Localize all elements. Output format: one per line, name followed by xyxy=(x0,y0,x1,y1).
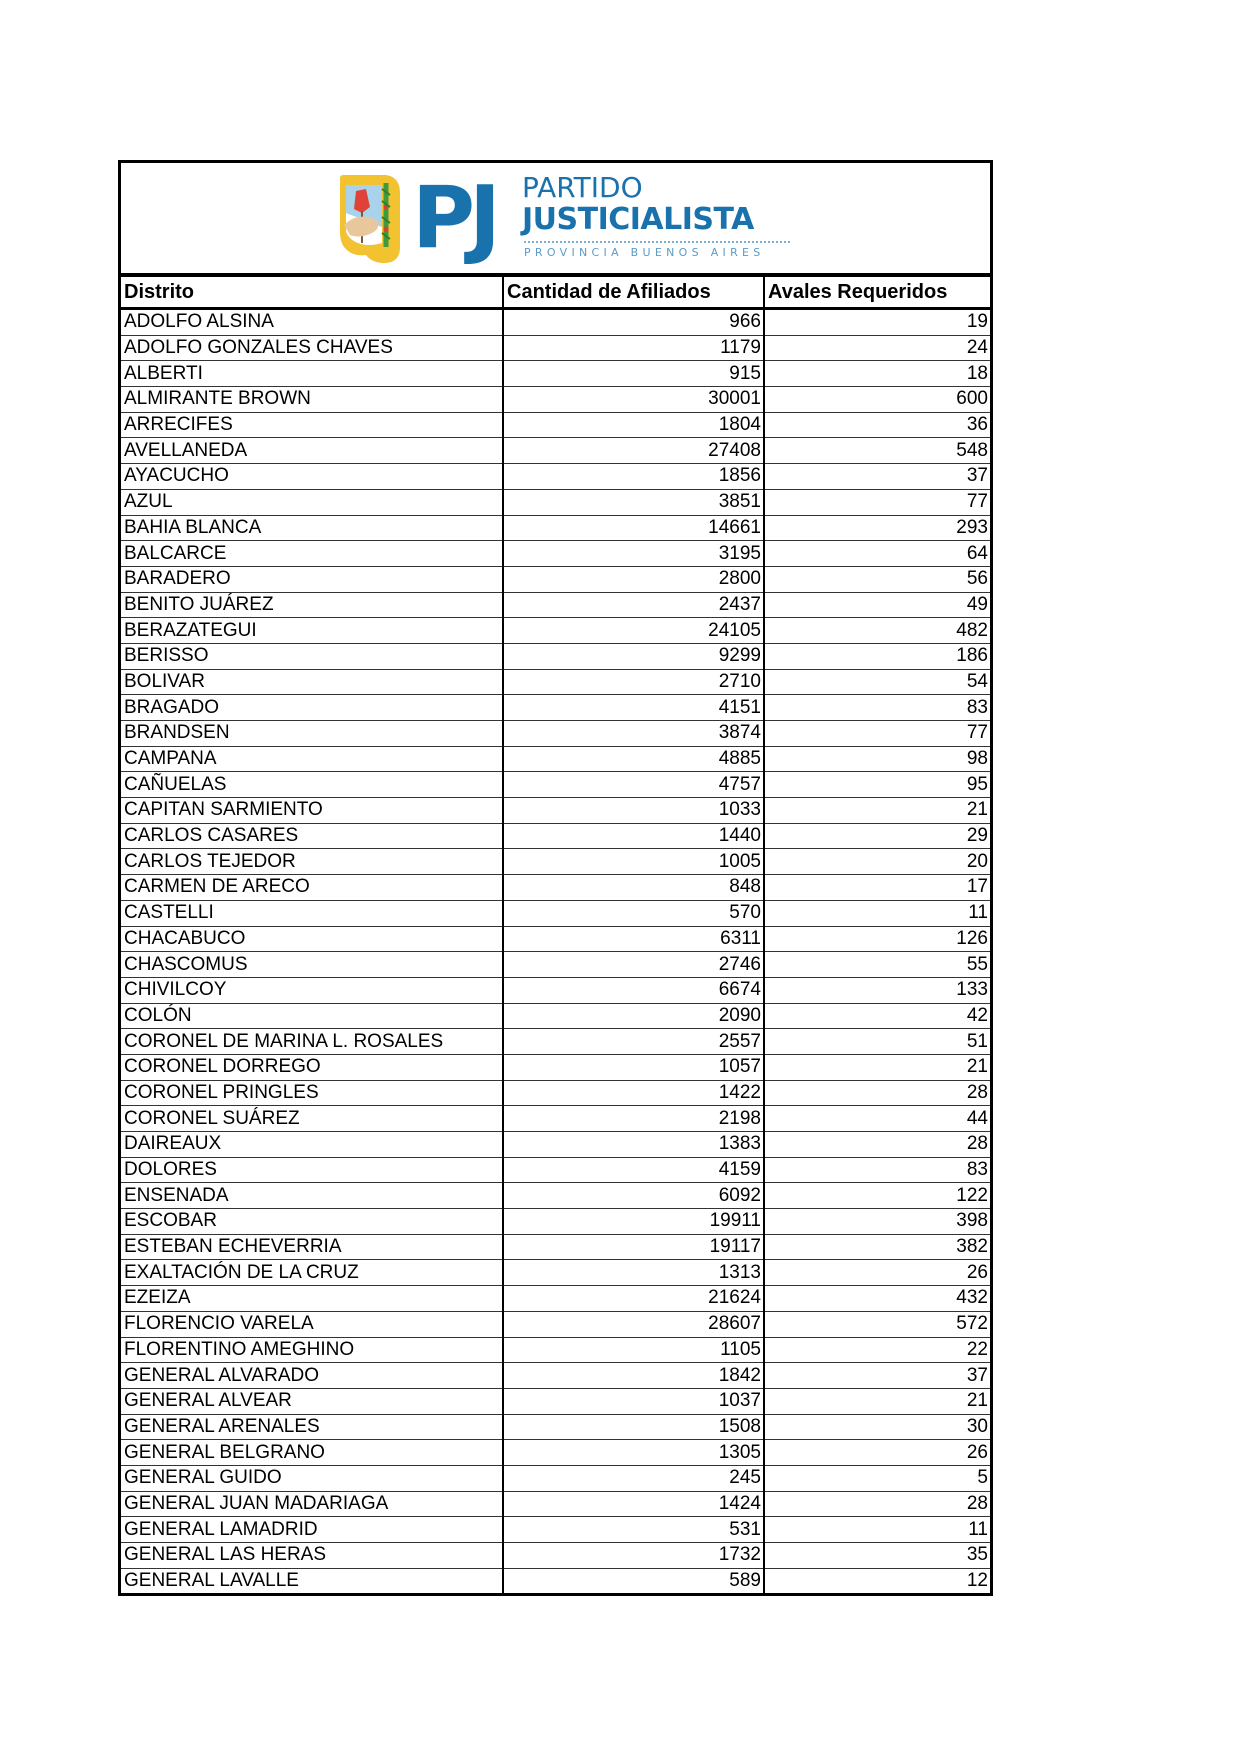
cell-distrito: ALBERTI xyxy=(121,361,503,387)
cell-distrito: DAIREAUX xyxy=(121,1132,503,1158)
logo-provincia-text: PROVINCIA BUENOS AIRES xyxy=(524,246,765,259)
cell-avales-requeridos: 64 xyxy=(764,541,990,567)
table-row xyxy=(121,746,990,772)
cell-avales-requeridos: 18 xyxy=(764,361,990,387)
cell-distrito: GENERAL ALVARADO xyxy=(121,1363,503,1389)
cell-distrito: BERISSO xyxy=(121,643,503,669)
cell-distrito: DOLORES xyxy=(121,1157,503,1183)
cell-cantidad-afiliados: 21624 xyxy=(503,1286,764,1312)
cell-distrito: ADOLFO GONZALES CHAVES xyxy=(121,335,503,361)
cell-avales-requeridos: 19 xyxy=(764,309,990,336)
cell-distrito: AZUL xyxy=(121,489,503,515)
table-row xyxy=(121,643,990,669)
cell-cantidad-afiliados: 24105 xyxy=(503,618,764,644)
cell-cantidad-afiliados: 1033 xyxy=(503,798,764,824)
cell-cantidad-afiliados: 2800 xyxy=(503,566,764,592)
cell-cantidad-afiliados: 4885 xyxy=(503,746,764,772)
cell-distrito: GENERAL LAMADRID xyxy=(121,1517,503,1543)
cell-cantidad-afiliados: 19117 xyxy=(503,1234,764,1260)
table-row xyxy=(121,1465,990,1491)
pj-shield-emblem-icon xyxy=(338,173,402,265)
cell-cantidad-afiliados: 1856 xyxy=(503,464,764,490)
cell-avales-requeridos: 21 xyxy=(764,1054,990,1080)
cell-distrito: GENERAL GUIDO xyxy=(121,1465,503,1491)
logo-justicialista-text: JUSTICIALISTA xyxy=(522,202,754,237)
cell-avales-requeridos: 28 xyxy=(764,1080,990,1106)
cell-distrito: GENERAL BELGRANO xyxy=(121,1440,503,1466)
cell-cantidad-afiliados: 3195 xyxy=(503,541,764,567)
table-row xyxy=(121,1363,990,1389)
cell-distrito: EXALTACIÓN DE LA CRUZ xyxy=(121,1260,503,1286)
cell-cantidad-afiliados: 1005 xyxy=(503,849,764,875)
cell-cantidad-afiliados: 1440 xyxy=(503,823,764,849)
cell-distrito: GENERAL ARENALES xyxy=(121,1414,503,1440)
cell-avales-requeridos: 28 xyxy=(764,1491,990,1517)
cell-cantidad-afiliados: 1732 xyxy=(503,1543,764,1569)
pj-initials: PJ xyxy=(412,168,496,268)
cell-avales-requeridos: 26 xyxy=(764,1260,990,1286)
cell-avales-requeridos: 37 xyxy=(764,1363,990,1389)
cell-distrito: ESTEBAN ECHEVERRIA xyxy=(121,1234,503,1260)
table-row xyxy=(121,695,990,721)
afiliados-table xyxy=(121,277,990,1593)
table-row xyxy=(121,566,990,592)
cell-distrito: CARLOS CASARES xyxy=(121,823,503,849)
cell-distrito: BRANDSEN xyxy=(121,721,503,747)
cell-avales-requeridos: 55 xyxy=(764,952,990,978)
table-row xyxy=(121,1080,990,1106)
cell-distrito: ADOLFO ALSINA xyxy=(121,309,503,336)
cell-cantidad-afiliados: 1179 xyxy=(503,335,764,361)
cell-avales-requeridos: 42 xyxy=(764,1003,990,1029)
table-row xyxy=(121,541,990,567)
cell-distrito: CORONEL DORREGO xyxy=(121,1054,503,1080)
cell-distrito: AYACUCHO xyxy=(121,464,503,490)
table-header-row xyxy=(121,277,990,309)
cell-distrito: GENERAL LAS HERAS xyxy=(121,1543,503,1569)
cell-cantidad-afiliados: 1842 xyxy=(503,1363,764,1389)
table-row xyxy=(121,1029,990,1055)
cell-avales-requeridos: 51 xyxy=(764,1029,990,1055)
cell-avales-requeridos: 11 xyxy=(764,1517,990,1543)
header-avales-requeridos: Avales Requeridos xyxy=(764,277,990,309)
table-row xyxy=(121,1311,990,1337)
table-row xyxy=(121,464,990,490)
table-row xyxy=(121,798,990,824)
logo-header xyxy=(121,163,990,277)
table-row xyxy=(121,1260,990,1286)
cell-avales-requeridos: 49 xyxy=(764,592,990,618)
cell-cantidad-afiliados: 1804 xyxy=(503,412,764,438)
table-row xyxy=(121,952,990,978)
cell-cantidad-afiliados: 4159 xyxy=(503,1157,764,1183)
cell-distrito: FLORENTINO AMEGHINO xyxy=(121,1337,503,1363)
cell-avales-requeridos: 30 xyxy=(764,1414,990,1440)
cell-distrito: BOLIVAR xyxy=(121,669,503,695)
cell-cantidad-afiliados: 1105 xyxy=(503,1337,764,1363)
cell-cantidad-afiliados: 4151 xyxy=(503,695,764,721)
cell-cantidad-afiliados: 1305 xyxy=(503,1440,764,1466)
cell-avales-requeridos: 186 xyxy=(764,643,990,669)
cell-cantidad-afiliados: 30001 xyxy=(503,387,764,413)
cell-avales-requeridos: 548 xyxy=(764,438,990,464)
cell-avales-requeridos: 482 xyxy=(764,618,990,644)
cell-distrito: ESCOBAR xyxy=(121,1209,503,1235)
cell-avales-requeridos: 133 xyxy=(764,977,990,1003)
cell-cantidad-afiliados: 6092 xyxy=(503,1183,764,1209)
cell-distrito: CHACABUCO xyxy=(121,926,503,952)
cell-distrito: CHASCOMUS xyxy=(121,952,503,978)
cell-distrito: ENSENADA xyxy=(121,1183,503,1209)
cell-cantidad-afiliados: 9299 xyxy=(503,643,764,669)
cell-avales-requeridos: 293 xyxy=(764,515,990,541)
cell-avales-requeridos: 26 xyxy=(764,1440,990,1466)
table-row xyxy=(121,823,990,849)
cell-distrito: CHIVILCOY xyxy=(121,977,503,1003)
cell-avales-requeridos: 21 xyxy=(764,1388,990,1414)
cell-cantidad-afiliados: 1422 xyxy=(503,1080,764,1106)
cell-distrito: CORONEL DE MARINA L. ROSALES xyxy=(121,1029,503,1055)
afiliados-sheet xyxy=(118,160,993,1596)
cell-cantidad-afiliados: 1424 xyxy=(503,1491,764,1517)
cell-distrito: BENITO JUÁREZ xyxy=(121,592,503,618)
table-row xyxy=(121,900,990,926)
cell-distrito: CORONEL PRINGLES xyxy=(121,1080,503,1106)
cell-avales-requeridos: 44 xyxy=(764,1106,990,1132)
cell-cantidad-afiliados: 6674 xyxy=(503,977,764,1003)
cell-avales-requeridos: 572 xyxy=(764,1311,990,1337)
table-row xyxy=(121,721,990,747)
cell-avales-requeridos: 77 xyxy=(764,721,990,747)
table-row xyxy=(121,1568,990,1593)
cell-avales-requeridos: 95 xyxy=(764,772,990,798)
cell-distrito: ALMIRANTE BROWN xyxy=(121,387,503,413)
cell-avales-requeridos: 77 xyxy=(764,489,990,515)
cell-distrito: FLORENCIO VARELA xyxy=(121,1311,503,1337)
table-row xyxy=(121,515,990,541)
cell-cantidad-afiliados: 848 xyxy=(503,875,764,901)
cell-avales-requeridos: 5 xyxy=(764,1465,990,1491)
cell-cantidad-afiliados: 14661 xyxy=(503,515,764,541)
table-row xyxy=(121,1491,990,1517)
table-row xyxy=(121,412,990,438)
table-row xyxy=(121,592,990,618)
table-row xyxy=(121,1209,990,1235)
cell-avales-requeridos: 122 xyxy=(764,1183,990,1209)
cell-avales-requeridos: 35 xyxy=(764,1543,990,1569)
cell-distrito: GENERAL ALVEAR xyxy=(121,1388,503,1414)
cell-cantidad-afiliados: 4757 xyxy=(503,772,764,798)
table-row xyxy=(121,926,990,952)
cell-avales-requeridos: 22 xyxy=(764,1337,990,1363)
table-row xyxy=(121,849,990,875)
cell-cantidad-afiliados: 570 xyxy=(503,900,764,926)
cell-avales-requeridos: 54 xyxy=(764,669,990,695)
table-row xyxy=(121,1414,990,1440)
table-row xyxy=(121,361,990,387)
cell-cantidad-afiliados: 589 xyxy=(503,1568,764,1593)
cell-avales-requeridos: 83 xyxy=(764,695,990,721)
table-row xyxy=(121,1517,990,1543)
cell-distrito: CASTELLI xyxy=(121,900,503,926)
table-row xyxy=(121,1132,990,1158)
table-row xyxy=(121,1003,990,1029)
cell-cantidad-afiliados: 1508 xyxy=(503,1414,764,1440)
cell-avales-requeridos: 432 xyxy=(764,1286,990,1312)
table-row xyxy=(121,489,990,515)
table-row xyxy=(121,1157,990,1183)
table-row xyxy=(121,875,990,901)
table-row xyxy=(121,1337,990,1363)
header-distrito: Distrito xyxy=(121,277,503,309)
table-row xyxy=(121,1286,990,1312)
cell-avales-requeridos: 56 xyxy=(764,566,990,592)
cell-distrito: GENERAL JUAN MADARIAGA xyxy=(121,1491,503,1517)
cell-distrito: COLÓN xyxy=(121,1003,503,1029)
cell-cantidad-afiliados: 27408 xyxy=(503,438,764,464)
cell-avales-requeridos: 28 xyxy=(764,1132,990,1158)
cell-distrito: BERAZATEGUI xyxy=(121,618,503,644)
table-row xyxy=(121,772,990,798)
table-row xyxy=(121,1054,990,1080)
cell-cantidad-afiliados: 19911 xyxy=(503,1209,764,1235)
cell-cantidad-afiliados: 2746 xyxy=(503,952,764,978)
cell-avales-requeridos: 126 xyxy=(764,926,990,952)
cell-cantidad-afiliados: 915 xyxy=(503,361,764,387)
cell-avales-requeridos: 382 xyxy=(764,1234,990,1260)
cell-cantidad-afiliados: 245 xyxy=(503,1465,764,1491)
cell-avales-requeridos: 83 xyxy=(764,1157,990,1183)
cell-avales-requeridos: 24 xyxy=(764,335,990,361)
cell-distrito: CORONEL SUÁREZ xyxy=(121,1106,503,1132)
table-row xyxy=(121,309,990,336)
cell-cantidad-afiliados: 1057 xyxy=(503,1054,764,1080)
table-body xyxy=(121,309,990,1594)
table-row xyxy=(121,669,990,695)
logo-divider xyxy=(524,241,790,243)
cell-avales-requeridos: 17 xyxy=(764,875,990,901)
cell-avales-requeridos: 36 xyxy=(764,412,990,438)
cell-cantidad-afiliados: 6311 xyxy=(503,926,764,952)
table-row xyxy=(121,1388,990,1414)
table-row xyxy=(121,1106,990,1132)
table-row xyxy=(121,1234,990,1260)
cell-cantidad-afiliados: 2198 xyxy=(503,1106,764,1132)
cell-cantidad-afiliados: 1383 xyxy=(503,1132,764,1158)
cell-cantidad-afiliados: 28607 xyxy=(503,1311,764,1337)
table-row xyxy=(121,618,990,644)
cell-cantidad-afiliados: 966 xyxy=(503,309,764,336)
cell-cantidad-afiliados: 531 xyxy=(503,1517,764,1543)
cell-distrito: CAPITAN SARMIENTO xyxy=(121,798,503,824)
cell-distrito: CARLOS TEJEDOR xyxy=(121,849,503,875)
cell-cantidad-afiliados: 3874 xyxy=(503,721,764,747)
cell-distrito: BRAGADO xyxy=(121,695,503,721)
table-row xyxy=(121,1440,990,1466)
cell-distrito: CAÑUELAS xyxy=(121,772,503,798)
cell-avales-requeridos: 29 xyxy=(764,823,990,849)
cell-cantidad-afiliados: 1037 xyxy=(503,1388,764,1414)
table-row xyxy=(121,1543,990,1569)
cell-cantidad-afiliados: 2557 xyxy=(503,1029,764,1055)
cell-cantidad-afiliados: 1313 xyxy=(503,1260,764,1286)
logo-partido-text: PARTIDO xyxy=(522,171,643,204)
cell-avales-requeridos: 21 xyxy=(764,798,990,824)
cell-cantidad-afiliados: 2710 xyxy=(503,669,764,695)
cell-distrito: CAMPANA xyxy=(121,746,503,772)
cell-distrito: AVELLANEDA xyxy=(121,438,503,464)
header-cantidad-afiliados: Cantidad de Afiliados xyxy=(503,277,764,309)
cell-avales-requeridos: 600 xyxy=(764,387,990,413)
cell-cantidad-afiliados: 2437 xyxy=(503,592,764,618)
cell-distrito: GENERAL LAVALLE xyxy=(121,1568,503,1593)
cell-distrito: ARRECIFES xyxy=(121,412,503,438)
partido-justicialista-logo xyxy=(338,168,798,268)
table-row xyxy=(121,977,990,1003)
cell-avales-requeridos: 12 xyxy=(966,1570,988,1592)
table-row xyxy=(121,335,990,361)
cell-distrito: EZEIZA xyxy=(121,1286,503,1312)
cell-avales-requeridos: 398 xyxy=(764,1209,990,1235)
cell-avales-requeridos: 11 xyxy=(764,900,990,926)
cell-distrito: BAHIA BLANCA xyxy=(121,515,503,541)
cell-distrito: BARADERO xyxy=(121,566,503,592)
cell-avales-requeridos: 98 xyxy=(764,746,990,772)
table-row xyxy=(121,1183,990,1209)
cell-distrito: CARMEN DE ARECO xyxy=(121,875,503,901)
cell-cantidad-afiliados: 2090 xyxy=(503,1003,764,1029)
cell-avales-requeridos: 37 xyxy=(764,464,990,490)
cell-avales-requeridos: 20 xyxy=(764,849,990,875)
table-row xyxy=(121,438,990,464)
cell-cantidad-afiliados: 3851 xyxy=(503,489,764,515)
table-row xyxy=(121,387,990,413)
cell-distrito: BALCARCE xyxy=(121,541,503,567)
